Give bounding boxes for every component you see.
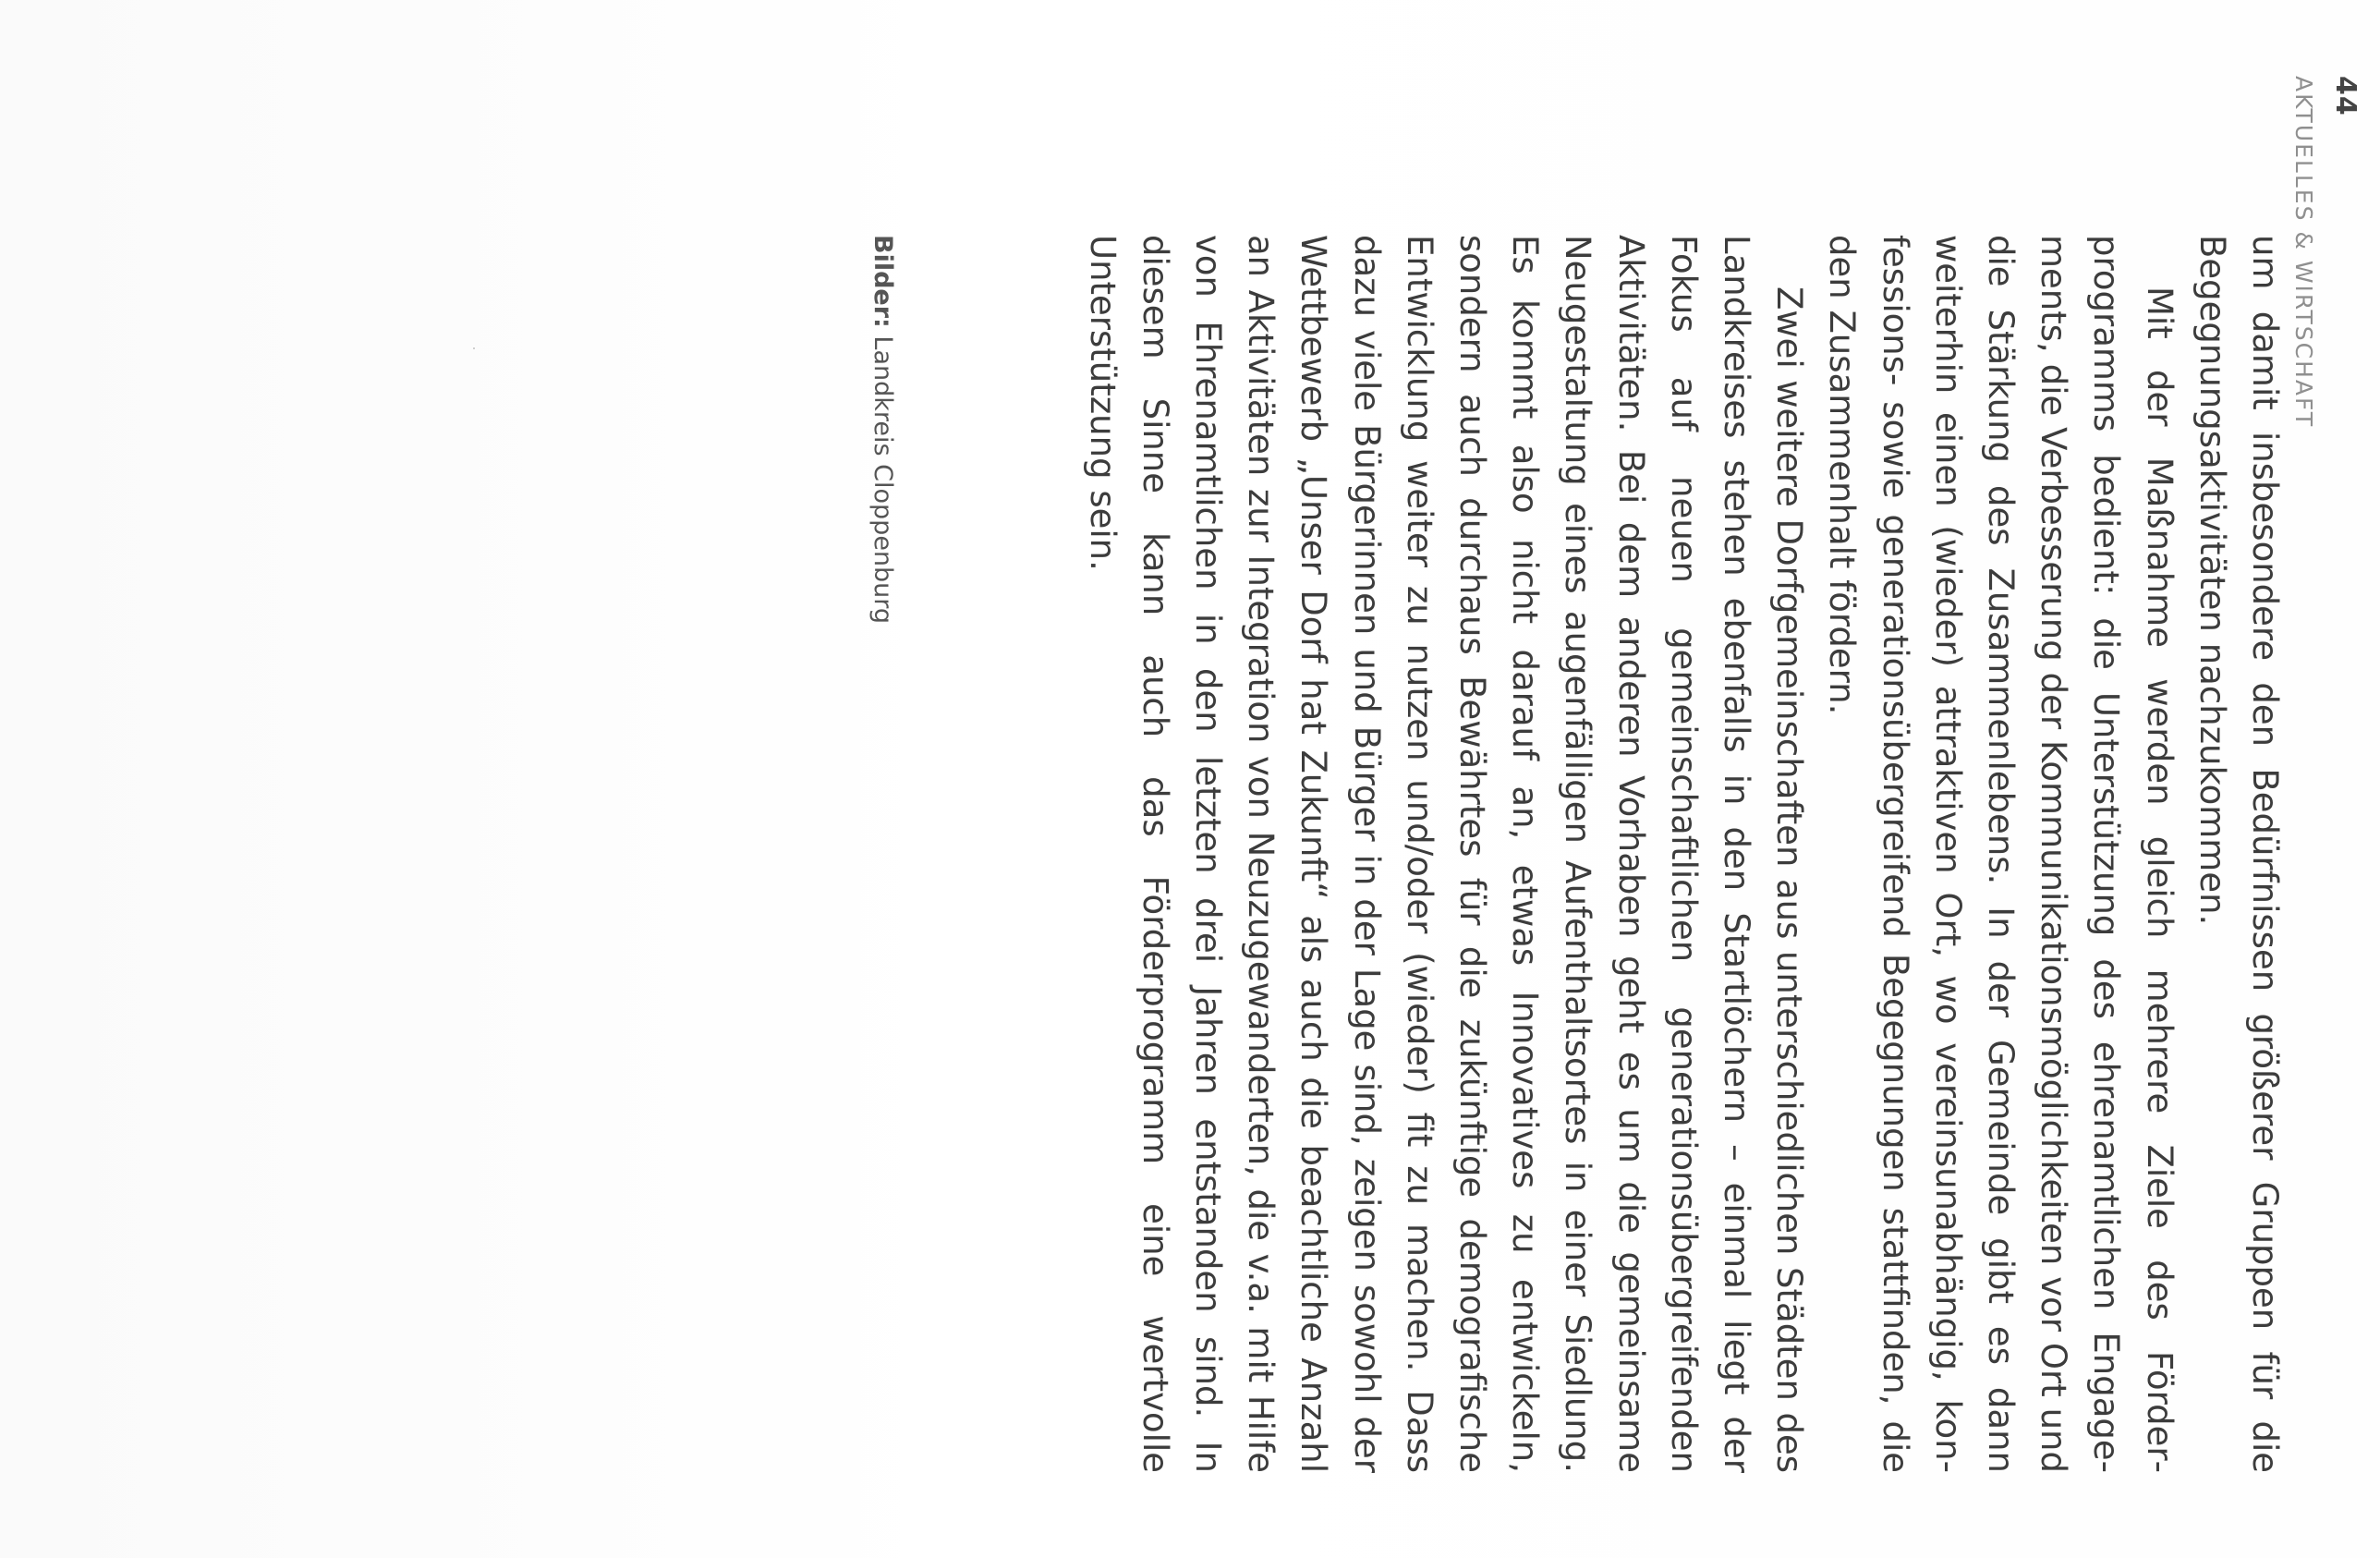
scan-dot [473, 347, 475, 349]
article-paragraph: Mit der Maßnahme werden gleich mehrere Ziele des Förderprogramms bedient: die Unterstützung des ehrenamtlichen Engagements, die Verbesserung der Kommunikationsmöglichkeiten vor Ort und die Stärkung des Zusammenlebens. In der Gemeinde gibt es dann weiterhin einen (wieder) attraktiven Ort, wo vereinsunabhängig, konfessions- sowie generationsübergreifend Begegnungen stattfinden, die den Zusammenhalt fördern. [1822, 235, 2180, 1473]
image-credit-text: Landkreis Cloppenburg [868, 327, 897, 625]
article-body [1075, 235, 2291, 1473]
article-paragraph: um damit insbesondere den Bedürfnissen größerer Gruppen für die Begegnungsaktivitäten nachzukommen. [2192, 235, 2285, 1473]
image-credit-label: Bilder: [868, 235, 897, 328]
page-number: 44 [2329, 76, 2362, 116]
article-paragraph: Zwei weitere Dorfgemeinschaften aus unterschiedlichen Städten des Landkreises stehen ebenfalls in den Startlöchern – einmal liegt der Fokus auf neuen gemeinschaftlichen generationsübergreifenden Aktivitäten. Bei dem anderen Vorhaben geht es um die gemeinsame Neugestaltung eines augenfälligen Aufenthaltsortes in einer Siedlung. Es kommt also nicht darauf an, etwas Innovatives zu entwickeln, sondern auch durchaus Bewährtes für die zukünftige demografische Entwicklung weiter zu nutzen und/oder (wieder) fit zu machen. Dass dazu viele Bürgerinnen und Bürger in der Lage sind, zeigen sowohl der Wettbewerb „Unser Dorf hat Zukunft“ als auch die beachtliche Anzahl an Aktivitäten zur Integration von Neuzugewanderten, die v.a. mit Hilfe von Ehrenamtlichen in den letzten drei Jahren entstanden sind. In diesem Sinne kann auch das Förderprogramm eine wertvolle Unterstützung sein. [1082, 235, 1810, 1473]
image-credit [868, 235, 897, 624]
section-header: AKTUELLES & WIRTSCHAFT [2290, 76, 2317, 429]
